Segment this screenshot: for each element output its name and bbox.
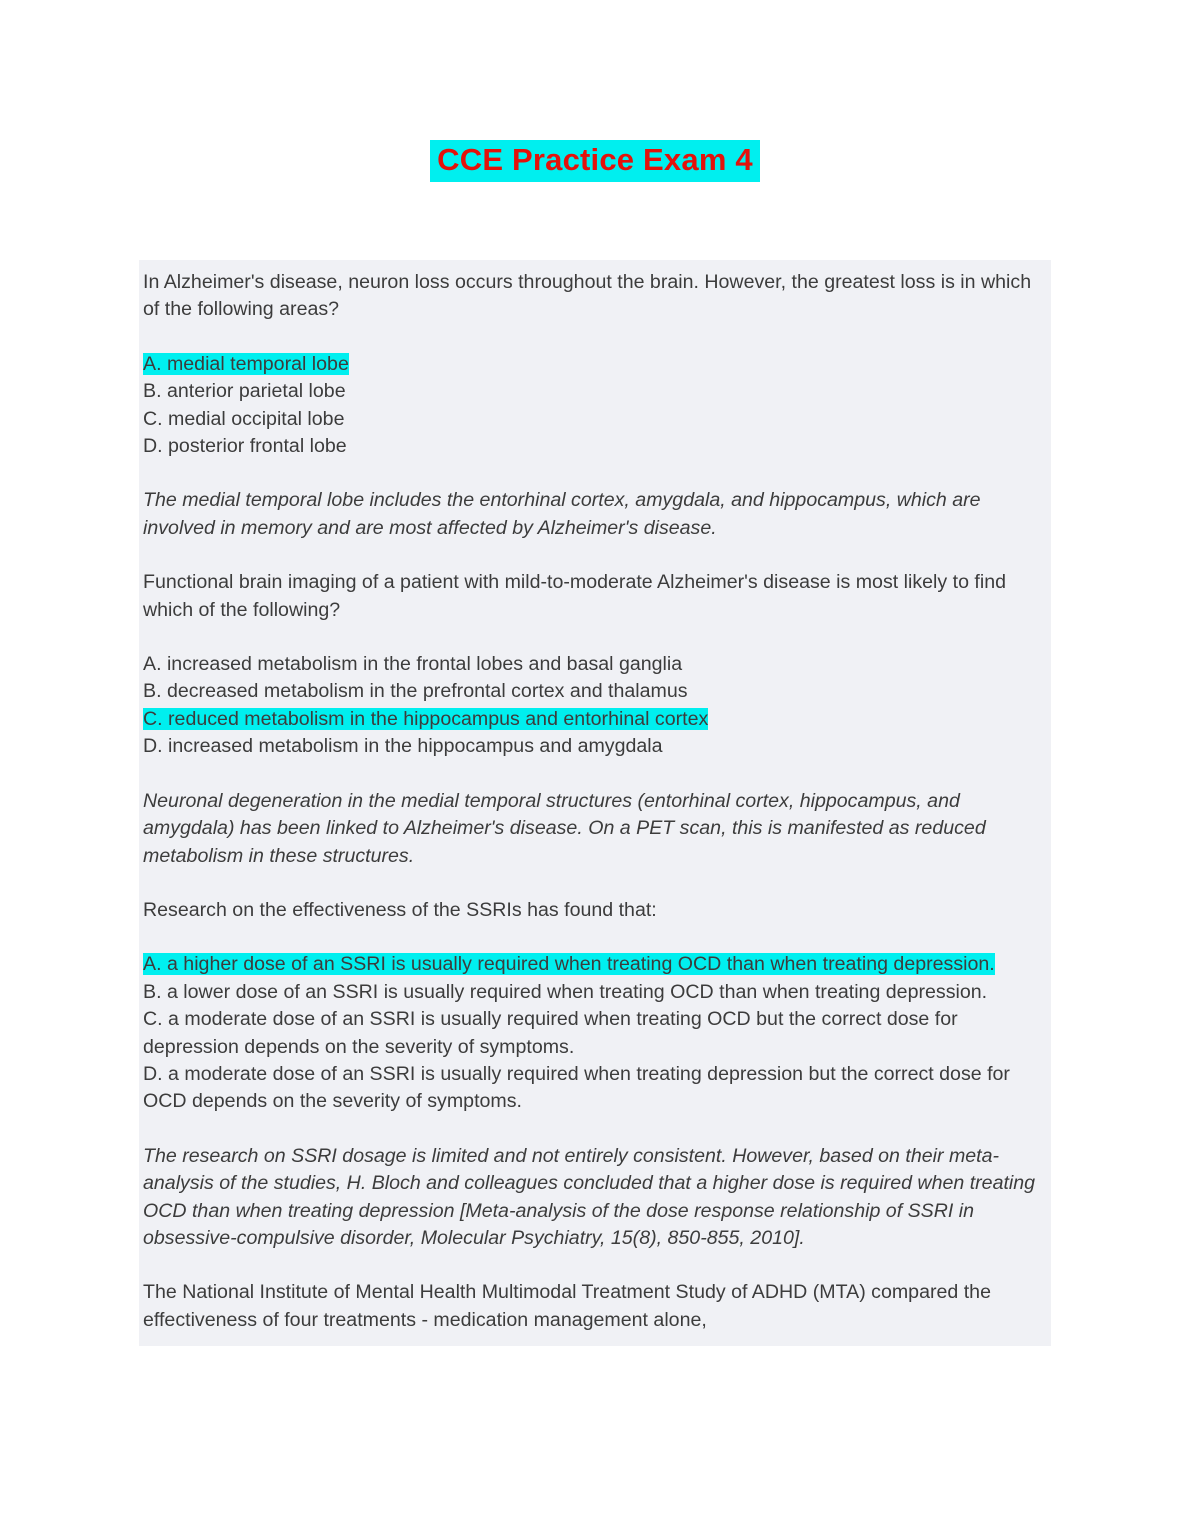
question-2-text: Functional brain imaging of a patient with mild-to-moderate Alzheimer's disease is most likely to find which of the following? — [143, 571, 1006, 621]
answer-option — [143, 733, 1047, 760]
answer-option — [143, 351, 1047, 378]
content-area — [139, 260, 1051, 1346]
answer-option — [143, 378, 1047, 405]
question-1-explanation: The medial temporal lobe includes the entorhinal cortex, amygdala, and hippocampus, which are involved in memory and are most affected by Alzheimer's disease. — [143, 489, 981, 539]
question-3-text: Research on the effectiveness of the SSRIs has found that: — [143, 898, 657, 921]
answer-option — [143, 651, 1047, 678]
answer-option-text: D. posterior frontal lobe — [143, 435, 347, 458]
answer-option — [143, 1061, 1047, 1116]
answer-option-text: A. a higher dose of an SSRI is usually required when treating OCD than when treating depression. — [143, 953, 995, 976]
answer-option — [143, 678, 1047, 705]
question-1-text: In Alzheimer's disease, neuron loss occurs throughout the brain. However, the greatest loss is in which of the following areas? — [143, 271, 1032, 321]
question-1-options — [143, 351, 1047, 461]
answer-option-text: D. a moderate dose of an SSRI is usually required when treating depression but the correct dose for OCD depends on the severity of symptoms. — [143, 1062, 1010, 1113]
answer-option-text: B. decreased metabolism in the prefrontal cortex and thalamus — [143, 680, 688, 703]
page-title: CCE Practice Exam 4 — [430, 140, 760, 182]
title-row — [0, 0, 1190, 182]
answer-option — [143, 951, 1047, 978]
answer-option-text: C. medial occipital lobe — [143, 407, 345, 430]
answer-option-text: D. increased metabolism in the hippocampus and amygdala — [143, 735, 663, 758]
answer-option-text: A. medial temporal lobe — [143, 352, 349, 375]
answer-option-text: A. increased metabolism in the frontal lobes and basal ganglia — [143, 653, 683, 676]
question-4-text: The National Institute of Mental Health Multimodal Treatment Study of ADHD (MTA) compared the effectiveness of four treatments - medication management alone, — [143, 1281, 991, 1331]
question-2-options — [143, 651, 1047, 761]
answer-option-text: B. a lower dose of an SSRI is usually required when treating OCD than when treating depression. — [143, 980, 988, 1003]
answer-option-text: C. reduced metabolism in the hippocampus and entorhinal cortex — [143, 707, 709, 730]
question-3-options — [143, 951, 1047, 1115]
question-2-explanation: Neuronal degeneration in the medial temporal structures (entorhinal cortex, hippocampus, and amygdala) has been linked to Alzheimer's disease. On a PET scan, this is manifested as reduced metabolism in these structures. — [143, 789, 986, 867]
answer-option — [143, 433, 1047, 460]
answer-option — [143, 406, 1047, 433]
answer-option — [143, 1006, 1047, 1061]
answer-option-text: C. a moderate dose of an SSRI is usually required when treating OCD but the correct dose for depression depends on the severity of symptoms. — [143, 1008, 958, 1058]
answer-option — [143, 979, 1047, 1006]
answer-option — [143, 706, 1047, 733]
answer-option-text: B. anterior parietal lobe — [143, 380, 346, 403]
question-3-explanation: The research on SSRI dosage is limited and not entirely consistent. However, based on their meta-analysis of the studies, H. Bloch and colleagues concluded that a higher dose is required when treating OCD than when treating depression [Meta-analysis of the dose response relationship of SSRI in obsessive-compulsive disorder, Molecular Psychiatry, 15(8), 850-855, 2010]. — [143, 1144, 1036, 1249]
